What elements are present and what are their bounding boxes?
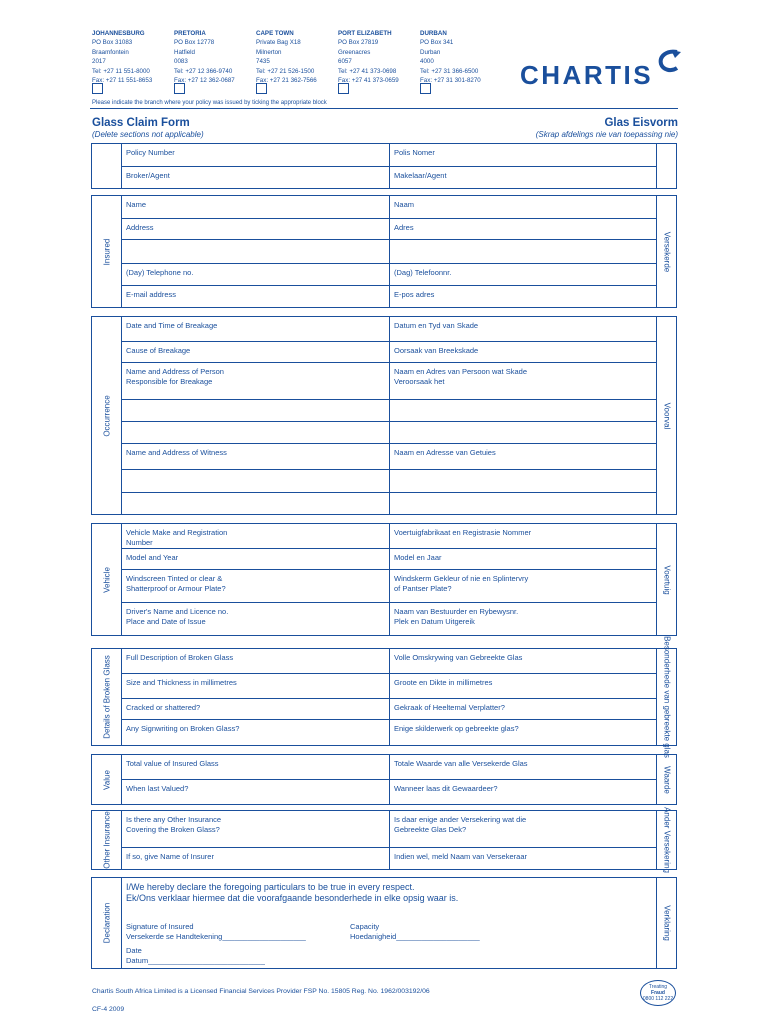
column-divider bbox=[389, 493, 390, 515]
field-label-en: Vehicle Make and Registration Number bbox=[126, 528, 228, 547]
field-label-af: Makelaar/Agent bbox=[394, 171, 447, 180]
column-divider bbox=[389, 144, 390, 166]
section-table bbox=[121, 317, 657, 514]
branch-name: PORT ELIZABETH bbox=[338, 30, 392, 37]
form-subtitle-af: (Skrap afdelings nie van toepassing nie) bbox=[535, 130, 678, 139]
section-table bbox=[121, 524, 657, 635]
form-row[interactable] bbox=[122, 524, 656, 549]
section-left-label: Details of Broken Glass bbox=[102, 655, 111, 739]
branch-name: JOHANNESBURG bbox=[92, 30, 145, 37]
column-divider bbox=[389, 286, 390, 308]
branch-address-line: Braamfontein bbox=[92, 48, 129, 56]
section-right-label: Versekerde bbox=[662, 231, 671, 272]
form-row[interactable] bbox=[122, 196, 656, 219]
branch-address-line: Fax: +27 12 362-0687 bbox=[174, 77, 235, 85]
field-label-en: Full Description of Broken Glass bbox=[126, 653, 234, 662]
form-row[interactable] bbox=[122, 400, 656, 422]
column-divider bbox=[389, 549, 390, 569]
form-row[interactable] bbox=[122, 649, 656, 674]
declaration-body bbox=[121, 878, 657, 968]
column-divider bbox=[389, 674, 390, 698]
column-divider bbox=[389, 444, 390, 469]
field-label-en: Windscreen Tinted or clear & Shatterproof or Armour Plate? bbox=[126, 574, 226, 593]
column-divider bbox=[389, 219, 390, 239]
field-label-en: Date and Time of Breakage bbox=[126, 321, 218, 330]
branch-address-line: 7435 bbox=[256, 58, 270, 66]
fraud-hotline-logo: Treating Fraud 0800 112 222 bbox=[640, 980, 676, 1006]
field-label-en: Broker/Agent bbox=[126, 171, 170, 180]
column-divider bbox=[389, 649, 390, 673]
chartis-logo: CHARTIS bbox=[520, 60, 653, 91]
branch-address-line: Tel: +27 41 373-0698 bbox=[338, 67, 397, 75]
form-row[interactable] bbox=[122, 674, 656, 699]
field-label-af: Model en Jaar bbox=[394, 553, 442, 562]
field-label-en: Is there any Other Insurance Covering the Broken Glass? bbox=[126, 815, 222, 834]
field-label-en: Model and Year bbox=[126, 553, 179, 562]
other-section bbox=[91, 807, 677, 873]
field-label-af: Is daar enige ander Versekering wat die Gebreekte Glas Dek? bbox=[394, 815, 527, 834]
form-row[interactable] bbox=[122, 570, 656, 603]
form-row[interactable] bbox=[122, 317, 656, 342]
form-row[interactable] bbox=[122, 811, 656, 848]
branch-address-line: Tel: +27 12 366-9740 bbox=[174, 67, 233, 75]
section-right-label: Ander Versekering bbox=[662, 807, 671, 873]
form-row[interactable] bbox=[122, 444, 656, 470]
column-divider bbox=[389, 167, 390, 189]
column-divider bbox=[389, 811, 390, 847]
branch-address-line: 2017 bbox=[92, 58, 106, 66]
field-label-af: Enige skilderwerk op gebreekte glas? bbox=[394, 724, 519, 733]
form-row[interactable] bbox=[122, 422, 656, 444]
section-left-label bbox=[92, 144, 121, 188]
branch-checkbox-port-elizabeth[interactable] bbox=[338, 83, 349, 94]
field-label-af: Indien wel, meld Naam van Versekeraar bbox=[394, 852, 527, 861]
branch-address-line: Tel: +27 11 551-8000 bbox=[92, 67, 150, 75]
field-label-af: Naam bbox=[394, 200, 415, 209]
section-right-label: Voertuig bbox=[662, 564, 671, 595]
branch-checkbox-johannesburg[interactable] bbox=[92, 83, 103, 94]
chartis-swirl-icon bbox=[653, 48, 683, 76]
branch-address-line: PO Box 27819 bbox=[338, 39, 379, 47]
column-divider bbox=[389, 755, 390, 779]
policy-section bbox=[91, 143, 677, 189]
form-title-af: Glas Eisvorm bbox=[604, 117, 678, 129]
column-divider bbox=[389, 363, 390, 399]
field-label-en: Cracked or shattered? bbox=[126, 703, 201, 712]
branch-name: DURBAN bbox=[420, 30, 447, 37]
section-table bbox=[121, 811, 657, 869]
field-label-en: Name and Address of Witness bbox=[126, 448, 227, 457]
field-label-af: Voertuigfabrikaat en Registrasie Nommer bbox=[394, 528, 532, 537]
branch-address-line: Fax: +27 11 551-8653 bbox=[92, 77, 153, 85]
form-number: CF-4 2009 bbox=[92, 1006, 125, 1013]
section-left-label: Other Insurance bbox=[102, 811, 111, 869]
date-field[interactable]: Date Datum____________________________ bbox=[126, 946, 265, 965]
footer-text: Chartis South Africa Limited is a Licensed Financial Services Provider FSP No. 15805 Reg. No. 1962/003192/06 bbox=[92, 988, 430, 995]
divider bbox=[90, 108, 678, 109]
vehicle-section bbox=[91, 523, 677, 636]
field-label-en: Any Signwriting on Broken Glass? bbox=[126, 724, 240, 733]
branch-address-line: Hatfield bbox=[174, 48, 195, 56]
column-divider bbox=[389, 342, 390, 362]
branch-address-line: Durban bbox=[420, 48, 441, 56]
branch-address bbox=[256, 29, 336, 85]
branch-address-line: Greenacres bbox=[338, 48, 371, 56]
field-label-en: (Day) Telephone no. bbox=[126, 268, 194, 277]
field-label-af: Wanneer laas dit Gewaardeer? bbox=[394, 784, 498, 793]
field-label-af: Totale Waarde van alle Versekerde Glas bbox=[394, 759, 528, 768]
section-table bbox=[121, 144, 657, 188]
column-divider bbox=[389, 699, 390, 719]
form-row[interactable] bbox=[122, 286, 656, 308]
branch-address-line: Private Bag X18 bbox=[256, 39, 301, 47]
branch-address-line: 4000 bbox=[420, 58, 434, 66]
branch-address-line: Fax: +27 41 373-0659 bbox=[338, 77, 399, 85]
branch-instruction: Please indicate the branch where your policy was issued by ticking the appropriate block bbox=[92, 100, 327, 106]
branch-name: PRETORIA bbox=[174, 30, 206, 37]
column-divider bbox=[389, 240, 390, 263]
form-row[interactable] bbox=[122, 549, 656, 570]
column-divider bbox=[389, 780, 390, 805]
field-label-en: If so, give Name of Insurer bbox=[126, 852, 214, 861]
form-row[interactable] bbox=[122, 240, 656, 264]
field-label-en: E-mail address bbox=[126, 290, 177, 299]
column-divider bbox=[389, 470, 390, 492]
branch-address-line: 6057 bbox=[338, 58, 352, 66]
section-left-label: Vehicle bbox=[102, 566, 111, 593]
field-label-en: Cause of Breakage bbox=[126, 346, 191, 355]
field-label-en: Driver's Name and Licence no. Place and Date of Issue bbox=[126, 607, 229, 626]
column-divider bbox=[389, 317, 390, 341]
section-right-label: Waarde bbox=[662, 765, 671, 794]
branch-address bbox=[338, 29, 418, 85]
form-subtitle-en: (Delete sections not applicable) bbox=[92, 130, 204, 139]
form-row[interactable] bbox=[122, 848, 656, 870]
field-label-af: Groote en Dikte in millimetres bbox=[394, 678, 493, 687]
value-section bbox=[91, 754, 677, 805]
field-label-en: Address bbox=[126, 223, 154, 232]
field-label-af: Windskerm Gekleur of nie en Splintervry of Pantser Plate? bbox=[394, 574, 529, 593]
field-label-af: (Dag) Telefoonnr. bbox=[394, 268, 452, 277]
form-row[interactable] bbox=[122, 342, 656, 363]
column-divider bbox=[389, 720, 390, 746]
branch-address-line: Tel: +27 31 366-6500 bbox=[420, 67, 479, 75]
column-divider bbox=[389, 603, 390, 636]
column-divider bbox=[389, 848, 390, 870]
form-row[interactable] bbox=[122, 470, 656, 493]
field-label-en: When last Valued? bbox=[126, 784, 189, 793]
field-label-af: E-pos adres bbox=[394, 290, 435, 299]
branch-address-line: Tel: +27 21 526-1500 bbox=[256, 67, 315, 75]
branch-address bbox=[420, 29, 500, 85]
branch-checkbox-cape-town[interactable] bbox=[256, 83, 267, 94]
section-table bbox=[121, 196, 657, 307]
form-row[interactable] bbox=[122, 780, 656, 805]
branch-address-line: Milnerton bbox=[256, 48, 282, 56]
form-title-en: Glass Claim Form bbox=[92, 117, 190, 129]
field-label-en: Name and Address of Person Responsible for Breakage bbox=[126, 367, 224, 386]
section-left-label: Occurrence bbox=[102, 394, 111, 437]
field-label-af: Datum en Tyd van Skade bbox=[394, 321, 479, 330]
section-right-label bbox=[657, 144, 676, 188]
field-label-af: Naam van Bestuurder en Rybewysnr. Plek en Datum Uitgereik bbox=[394, 607, 519, 626]
branch-address-line: 0083 bbox=[174, 58, 188, 66]
form-row[interactable] bbox=[122, 603, 656, 636]
field-label-af: Volle Omskrywing van Gebreekte Glas bbox=[394, 653, 523, 662]
capacity-field[interactable]: Capacity Hoedanigheid____________________ bbox=[350, 922, 480, 941]
branch-name: CAPE TOWN bbox=[256, 30, 294, 37]
form-row[interactable] bbox=[122, 699, 656, 720]
branch-address-line: PO Box 341 bbox=[420, 39, 454, 47]
branch-address-line: Fax: +27 31 301-8270 bbox=[420, 77, 481, 85]
column-divider bbox=[389, 422, 390, 443]
declaration-section bbox=[91, 877, 677, 969]
form-row[interactable] bbox=[122, 720, 656, 746]
section-left-label: Value bbox=[102, 769, 111, 790]
form-row[interactable] bbox=[122, 264, 656, 286]
section-right-label: Voorval bbox=[662, 402, 671, 429]
declaration-text: I/We hereby declare the foregoing particulars to be true in every respect. Ek/Ons verklaar hiermee dat die voorafgaande besonderhede in elke opsig waar is. bbox=[126, 882, 459, 903]
branch-address bbox=[174, 29, 254, 85]
field-label-en: Total value of Insured Glass bbox=[126, 759, 219, 768]
field-label-en: Policy Number bbox=[126, 148, 175, 157]
field-label-en: Size and Thickness in millimetres bbox=[126, 678, 237, 687]
form-row[interactable] bbox=[122, 363, 656, 400]
field-label-af: Naam en Adres van Persoon wat Skade Veroorsaak het bbox=[394, 367, 527, 386]
field-label-af: Oorsaak van Breekskade bbox=[394, 346, 479, 355]
field-label-af: Naam en Adresse van Getuies bbox=[394, 448, 496, 457]
column-divider bbox=[389, 264, 390, 285]
signature-field[interactable]: Signature of Insured Versekerde se Handtekening____________________ bbox=[126, 922, 306, 941]
form-row[interactable] bbox=[122, 219, 656, 240]
form-row[interactable] bbox=[122, 167, 656, 189]
section-table bbox=[121, 649, 657, 745]
column-divider bbox=[389, 524, 390, 548]
field-label-af: Gekraak of Heeltemal Verplatter? bbox=[394, 703, 505, 712]
field-label-af: Polis Nomer bbox=[394, 148, 435, 157]
branch-address-line: PO Box 31083 bbox=[92, 39, 133, 47]
section-left-label: Insured bbox=[102, 238, 111, 265]
field-label-af: Adres bbox=[394, 223, 414, 232]
form-row[interactable] bbox=[122, 493, 656, 515]
branch-checkbox-durban[interactable] bbox=[420, 83, 431, 94]
branch-address-line: PO Box 12778 bbox=[174, 39, 215, 47]
field-label-en: Name bbox=[126, 200, 147, 209]
form-row[interactable] bbox=[122, 755, 656, 780]
column-divider bbox=[389, 570, 390, 602]
occurrence-section bbox=[91, 316, 677, 515]
section-table bbox=[121, 755, 657, 804]
branch-address-line: Fax: +27 21 362-7566 bbox=[256, 77, 317, 85]
section-right-label: Verklaring bbox=[662, 905, 671, 941]
column-divider bbox=[389, 196, 390, 218]
insured-section bbox=[91, 195, 677, 308]
branch-checkbox-pretoria[interactable] bbox=[174, 83, 185, 94]
form-row[interactable] bbox=[122, 144, 656, 167]
section-right-label: Besonderhede van gebreekte glas bbox=[662, 636, 671, 758]
column-divider bbox=[389, 400, 390, 421]
broken-section bbox=[91, 636, 677, 758]
section-left-label: Declaration bbox=[102, 902, 111, 944]
branch-address bbox=[92, 29, 172, 85]
